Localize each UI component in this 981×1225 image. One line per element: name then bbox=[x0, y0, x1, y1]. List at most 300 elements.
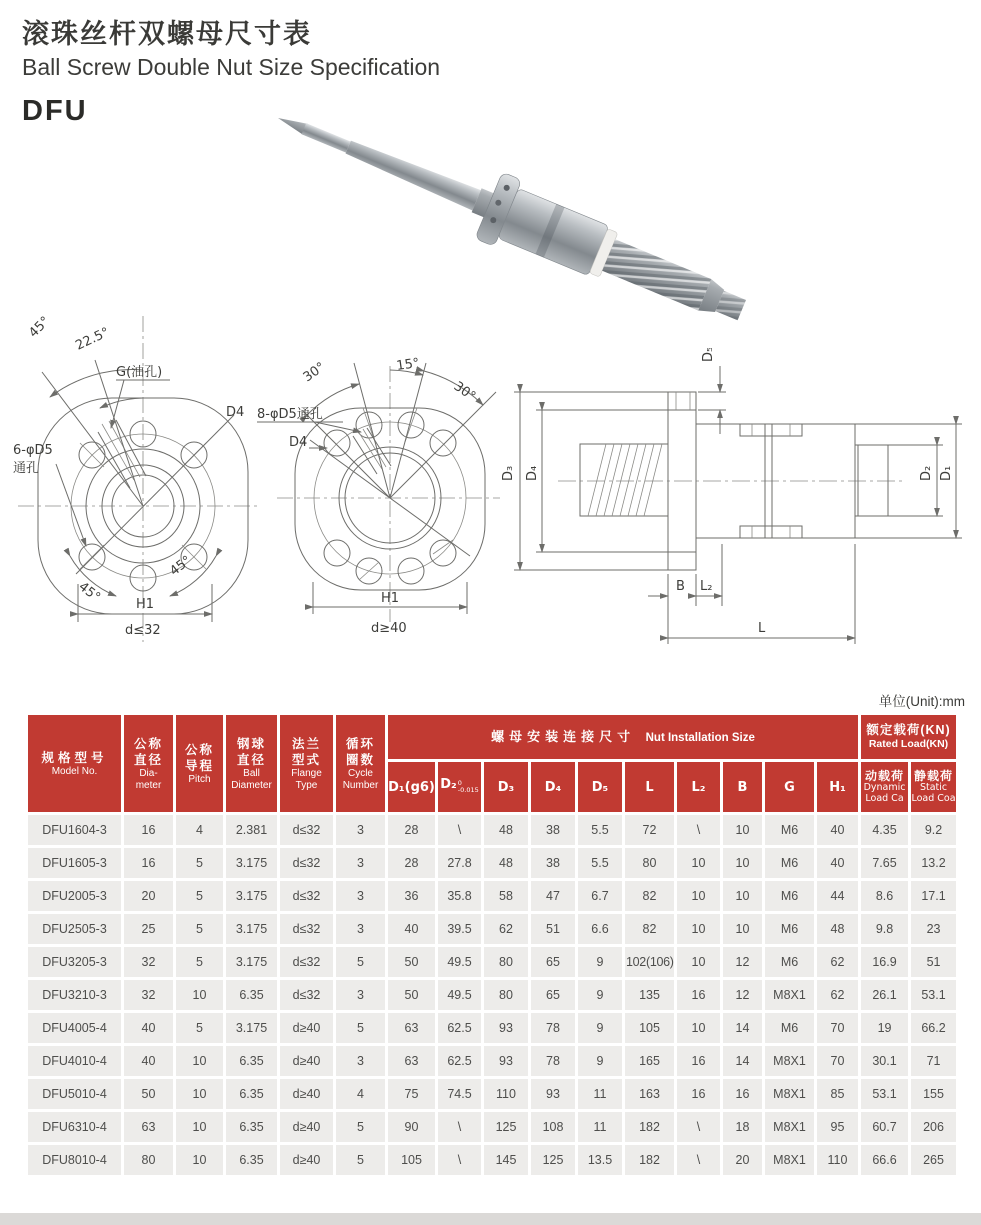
col-header-b: B bbox=[722, 761, 764, 814]
dynamic-label-en2: Load Ca bbox=[865, 793, 904, 805]
cell: 58 bbox=[483, 880, 530, 913]
cell: 2.381 bbox=[225, 814, 279, 847]
col-header-d2 bbox=[437, 761, 483, 814]
table-row bbox=[27, 1012, 958, 1045]
cell: 93 bbox=[530, 1078, 577, 1111]
cell: 6.35 bbox=[225, 1144, 279, 1177]
cell: d≥40 bbox=[279, 1078, 335, 1111]
cell: 30.1 bbox=[860, 1045, 910, 1078]
cell: 206 bbox=[910, 1111, 958, 1144]
cell: 40 bbox=[123, 1012, 175, 1045]
cell: 65 bbox=[530, 979, 577, 1012]
cell: DFU3210-3 bbox=[27, 979, 123, 1012]
cell: 78 bbox=[530, 1045, 577, 1078]
cell: 23 bbox=[910, 913, 958, 946]
col-header-dynamic-load bbox=[860, 761, 910, 814]
col-header-g: G bbox=[764, 761, 816, 814]
cell: 60.7 bbox=[860, 1111, 910, 1144]
cell: 27.8 bbox=[437, 847, 483, 880]
cell: d≥40 bbox=[279, 1045, 335, 1078]
cell: 6.35 bbox=[225, 1078, 279, 1111]
side-view-svg bbox=[500, 348, 970, 663]
cell: 95 bbox=[816, 1111, 860, 1144]
cell: 66.2 bbox=[910, 1012, 958, 1045]
cell: M6 bbox=[764, 814, 816, 847]
table-row bbox=[27, 1078, 958, 1111]
cell: 40 bbox=[387, 913, 437, 946]
col-header-h1: H₁ bbox=[816, 761, 860, 814]
cell: 38 bbox=[530, 814, 577, 847]
screw-shaft-section bbox=[580, 444, 668, 516]
cell: 9.2 bbox=[910, 814, 958, 847]
cell: 78 bbox=[530, 1012, 577, 1045]
header-row-1 bbox=[27, 714, 958, 761]
series-name: DFU bbox=[22, 95, 88, 127]
cell: 28 bbox=[387, 814, 437, 847]
cell: 10 bbox=[175, 1144, 225, 1177]
angle-line-m15 bbox=[354, 363, 390, 498]
cell: 5 bbox=[175, 880, 225, 913]
cell: \ bbox=[676, 814, 722, 847]
cell: d≤32 bbox=[279, 847, 335, 880]
cell: M8X1 bbox=[764, 1045, 816, 1078]
cell: 47 bbox=[530, 880, 577, 913]
cell: 51 bbox=[910, 946, 958, 979]
cell: 66.6 bbox=[860, 1144, 910, 1177]
cell: 35.8 bbox=[437, 880, 483, 913]
cell: 3.175 bbox=[225, 913, 279, 946]
table-row bbox=[27, 1111, 958, 1144]
d4-label: D4 bbox=[226, 405, 245, 420]
cell: 6.7 bbox=[577, 880, 624, 913]
cell: 3 bbox=[335, 979, 387, 1012]
cell: 74.5 bbox=[437, 1078, 483, 1111]
cell: 5 bbox=[175, 847, 225, 880]
cell: d≤32 bbox=[279, 946, 335, 979]
diameter-label-en1: Dia- bbox=[139, 768, 158, 780]
cell: M6 bbox=[764, 946, 816, 979]
cell: 16 bbox=[722, 1078, 764, 1111]
cycle-label-zh2: 圈数 bbox=[345, 753, 375, 767]
cell: 10 bbox=[676, 946, 722, 979]
cell: 8.6 bbox=[860, 880, 910, 913]
plain-shaft bbox=[344, 137, 481, 211]
cell: \ bbox=[437, 1144, 483, 1177]
cell: 10 bbox=[676, 880, 722, 913]
table-row bbox=[27, 847, 958, 880]
static-label-en1: Static bbox=[919, 782, 948, 794]
load-group-label-zh: 额定载荷(KN) bbox=[866, 723, 951, 738]
cell: 182 bbox=[624, 1144, 676, 1177]
b-label: B bbox=[676, 579, 685, 594]
l2-label: L₂ bbox=[700, 579, 713, 594]
cell: 26.1 bbox=[860, 979, 910, 1012]
cell: 5.5 bbox=[577, 814, 624, 847]
cell: DFU2505-3 bbox=[27, 913, 123, 946]
cell: \ bbox=[676, 1144, 722, 1177]
cell: 4.35 bbox=[860, 814, 910, 847]
cell: 4 bbox=[175, 814, 225, 847]
cell: 11 bbox=[577, 1111, 624, 1144]
page-title-en: Ball Screw Double Nut Size Specification bbox=[22, 54, 441, 80]
cell: DFU4010-4 bbox=[27, 1045, 123, 1078]
table-row bbox=[27, 1144, 958, 1177]
cell: 63 bbox=[387, 1012, 437, 1045]
angle-line-p15 bbox=[390, 363, 426, 498]
cell: 80 bbox=[123, 1144, 175, 1177]
d2-tolerance bbox=[458, 780, 479, 794]
cell: DFU5010-4 bbox=[27, 1078, 123, 1111]
unit-note: 单位(Unit):mm bbox=[878, 694, 965, 709]
cell: 44 bbox=[816, 880, 860, 913]
cell: 4 bbox=[335, 1078, 387, 1111]
l-label: L bbox=[758, 621, 766, 636]
static-label-zh: 静载荷 bbox=[914, 768, 954, 783]
ball-label-zh1: 钢球 bbox=[236, 736, 266, 751]
cell: 80 bbox=[624, 847, 676, 880]
cell: 145 bbox=[483, 1144, 530, 1177]
col-header-pitch bbox=[175, 714, 225, 814]
table-row bbox=[27, 814, 958, 847]
ball-screw-assembly bbox=[264, 98, 748, 330]
cell: 50 bbox=[387, 946, 437, 979]
cell: 10 bbox=[175, 1111, 225, 1144]
cell: d≤32 bbox=[279, 880, 335, 913]
cell: d≤32 bbox=[279, 979, 335, 1012]
cell: DFU8010-4 bbox=[27, 1144, 123, 1177]
cell: d≥40 bbox=[279, 1144, 335, 1177]
cell: 10 bbox=[722, 847, 764, 880]
ball-label-en1: Ball bbox=[243, 768, 260, 780]
cell: 75 bbox=[387, 1078, 437, 1111]
model-label-zh: 规格型号 bbox=[41, 750, 108, 765]
cell: 48 bbox=[816, 913, 860, 946]
cell: 16 bbox=[676, 1078, 722, 1111]
cell: 14 bbox=[722, 1045, 764, 1078]
flange-drawing-8hole bbox=[255, 352, 500, 647]
cell: 182 bbox=[624, 1111, 676, 1144]
cell: 70 bbox=[816, 1012, 860, 1045]
cell: 3 bbox=[335, 814, 387, 847]
spigot-section bbox=[855, 445, 888, 516]
ball-screw-photo bbox=[248, 98, 748, 335]
cell: 65 bbox=[530, 946, 577, 979]
table-row bbox=[27, 979, 958, 1012]
cell: 93 bbox=[483, 1045, 530, 1078]
cell: d≤32 bbox=[279, 814, 335, 847]
diameter-label-zh1: 公称 bbox=[133, 736, 163, 751]
cell: 28 bbox=[387, 847, 437, 880]
oil-hole-label: G(油孔) bbox=[116, 365, 163, 380]
cell: 155 bbox=[910, 1078, 958, 1111]
angle-label-15: 15° bbox=[395, 355, 421, 374]
angle-label-45-top: 45° bbox=[26, 313, 54, 341]
d2-label: D₂ bbox=[440, 776, 457, 792]
ball-label-zh2: 直径 bbox=[236, 753, 266, 767]
dynamic-label-zh: 动载荷 bbox=[865, 768, 905, 783]
d2-label: D₂ bbox=[919, 465, 934, 481]
cell: \ bbox=[437, 1111, 483, 1144]
cell: 49.5 bbox=[437, 979, 483, 1012]
nut-group-label-zh: 螺母安装连接尺寸 bbox=[491, 729, 636, 744]
cell: DFU2005-3 bbox=[27, 880, 123, 913]
page-footer-strip bbox=[0, 1213, 981, 1225]
cell: DFU3205-3 bbox=[27, 946, 123, 979]
cell: 163 bbox=[624, 1078, 676, 1111]
cell: 9 bbox=[577, 979, 624, 1012]
cell: 5 bbox=[175, 1012, 225, 1045]
cycle-label-en2: Number bbox=[342, 779, 379, 791]
cell: 5 bbox=[335, 1144, 387, 1177]
d5-dimension bbox=[698, 348, 726, 434]
col-header-l2: L₂ bbox=[676, 761, 722, 814]
cell: 9.8 bbox=[860, 913, 910, 946]
cell: 10 bbox=[175, 979, 225, 1012]
cell: 40 bbox=[816, 814, 860, 847]
cell: 53.1 bbox=[910, 979, 958, 1012]
cell: 13.5 bbox=[577, 1144, 624, 1177]
cell: 13.2 bbox=[910, 847, 958, 880]
col-header-d3: D₃ bbox=[483, 761, 530, 814]
cell: 6.35 bbox=[225, 1111, 279, 1144]
cell: DFU6310-4 bbox=[27, 1111, 123, 1144]
cell: 16 bbox=[676, 1045, 722, 1078]
cell: 36 bbox=[387, 880, 437, 913]
angle-arc-22-5 bbox=[100, 398, 143, 408]
col-header-l: L bbox=[624, 761, 676, 814]
diameter-label-zh2: 直径 bbox=[133, 753, 163, 767]
cell: 20 bbox=[123, 880, 175, 913]
col-header-d4: D₄ bbox=[530, 761, 577, 814]
cell: \ bbox=[676, 1111, 722, 1144]
cell: 9 bbox=[577, 1012, 624, 1045]
cell: 10 bbox=[722, 880, 764, 913]
table-row bbox=[27, 1045, 958, 1078]
angle-line-45 bbox=[42, 372, 143, 506]
h1-label: H1 bbox=[381, 591, 400, 606]
ball-screw-photo-svg bbox=[248, 98, 748, 330]
cycle-label-zh1: 循环 bbox=[345, 736, 375, 751]
cell: 70 bbox=[816, 1045, 860, 1078]
cell: 50 bbox=[387, 979, 437, 1012]
col-header-diameter bbox=[123, 714, 175, 814]
angle-label-30-left: 30° bbox=[300, 359, 329, 386]
cell: M6 bbox=[764, 1012, 816, 1045]
cell: 20 bbox=[722, 1144, 764, 1177]
angle-line-22-5 bbox=[95, 360, 143, 506]
cell: 49.5 bbox=[437, 946, 483, 979]
col-header-model bbox=[27, 714, 123, 814]
cell: 3 bbox=[335, 1045, 387, 1078]
cell: 3.175 bbox=[225, 1012, 279, 1045]
cell: M6 bbox=[764, 913, 816, 946]
angle-label-45-bl: 45° bbox=[75, 579, 103, 606]
cell: 80 bbox=[483, 946, 530, 979]
cell: 12 bbox=[722, 979, 764, 1012]
flange6-condition: d≤32 bbox=[125, 623, 161, 638]
cell: 10 bbox=[676, 1012, 722, 1045]
flange-label-zh1: 法兰 bbox=[291, 736, 321, 751]
cell: d≤32 bbox=[279, 913, 335, 946]
cell: 25 bbox=[123, 913, 175, 946]
cell: 3 bbox=[335, 913, 387, 946]
cell: 3 bbox=[335, 880, 387, 913]
cell: 105 bbox=[387, 1144, 437, 1177]
group-header-rated-load bbox=[860, 714, 958, 761]
cell: 62.5 bbox=[437, 1045, 483, 1078]
nut-side-view-drawing bbox=[500, 348, 970, 668]
cell: 3.175 bbox=[225, 880, 279, 913]
angle-label-30-right: 30° bbox=[450, 378, 479, 405]
cell: 165 bbox=[624, 1045, 676, 1078]
cell: 5 bbox=[335, 946, 387, 979]
diameter-label-en2: meter bbox=[135, 779, 162, 791]
cell: M8X1 bbox=[764, 979, 816, 1012]
cell: 40 bbox=[816, 847, 860, 880]
cell: 10 bbox=[175, 1078, 225, 1111]
cell: 18 bbox=[722, 1111, 764, 1144]
cell: 105 bbox=[624, 1012, 676, 1045]
cell: 110 bbox=[483, 1078, 530, 1111]
cell: DFU4005-4 bbox=[27, 1012, 123, 1045]
cell: 32 bbox=[123, 979, 175, 1012]
table-row bbox=[27, 880, 958, 913]
cell: 110 bbox=[816, 1144, 860, 1177]
flange-label-en1: Flange bbox=[291, 768, 322, 780]
end-journal bbox=[302, 123, 351, 152]
h1-label: H1 bbox=[136, 597, 155, 612]
cell: 135 bbox=[624, 979, 676, 1012]
cell: 71 bbox=[910, 1045, 958, 1078]
ball-label-en2: Diameter bbox=[231, 779, 272, 791]
cell: 12 bbox=[722, 946, 764, 979]
cell: 72 bbox=[624, 814, 676, 847]
cell: 5.5 bbox=[577, 847, 624, 880]
pitch-label-en: Pitch bbox=[188, 774, 211, 785]
cell: 9 bbox=[577, 1045, 624, 1078]
cell: 16 bbox=[676, 979, 722, 1012]
col-header-ball-diameter bbox=[225, 714, 279, 814]
d4-label: D4 bbox=[289, 435, 308, 450]
cell: 62 bbox=[816, 979, 860, 1012]
pitch-label-zh2: 导程 bbox=[184, 758, 214, 773]
cell: 48 bbox=[483, 814, 530, 847]
col-header-d5: D₅ bbox=[577, 761, 624, 814]
cell: 82 bbox=[624, 880, 676, 913]
cell: DFU1605-3 bbox=[27, 847, 123, 880]
cell: 5 bbox=[175, 913, 225, 946]
cell: 17.1 bbox=[910, 880, 958, 913]
spec-table bbox=[25, 712, 959, 1178]
holes-label-line2: 通孔 bbox=[13, 461, 40, 476]
cell: 10 bbox=[722, 913, 764, 946]
cell: 85 bbox=[816, 1078, 860, 1111]
b-l2-dimensions bbox=[648, 544, 722, 644]
oil-hole-leader bbox=[111, 380, 124, 428]
cell: 6.35 bbox=[225, 979, 279, 1012]
cell: 16.9 bbox=[860, 946, 910, 979]
cell: 10 bbox=[722, 814, 764, 847]
flange8-condition: d≥40 bbox=[371, 621, 407, 636]
cell: 9 bbox=[577, 946, 624, 979]
col-header-cycle-number bbox=[335, 714, 387, 814]
cell: 19 bbox=[860, 1012, 910, 1045]
cell: M8X1 bbox=[764, 1144, 816, 1177]
page-title-zh: 滚珠丝杆双螺母尺寸表 bbox=[22, 19, 312, 49]
col-header-d1: D₁(g6) bbox=[387, 761, 437, 814]
group-header-nut-installation bbox=[387, 714, 860, 761]
cell: 125 bbox=[483, 1111, 530, 1144]
d2-tolerance-lower: -0.015 bbox=[457, 786, 479, 794]
cell: M6 bbox=[764, 880, 816, 913]
cell: 82 bbox=[624, 913, 676, 946]
cell: 265 bbox=[910, 1144, 958, 1177]
cell: 7.65 bbox=[860, 847, 910, 880]
cell: \ bbox=[437, 814, 483, 847]
flange8-svg bbox=[255, 352, 500, 642]
flange-label-en2: Type bbox=[295, 779, 318, 791]
cell: 51 bbox=[530, 913, 577, 946]
cell: 3.175 bbox=[225, 847, 279, 880]
pitch-label-zh1: 公称 bbox=[184, 742, 214, 757]
cell: 16 bbox=[123, 847, 175, 880]
cell: 5 bbox=[175, 946, 225, 979]
table-row bbox=[27, 946, 958, 979]
holes-label: 8-φD5通孔 bbox=[257, 407, 323, 422]
cell: 16 bbox=[123, 814, 175, 847]
cell: 53.1 bbox=[860, 1078, 910, 1111]
holes-label-line1: 6-φD5 bbox=[13, 443, 53, 458]
flange6-svg bbox=[12, 312, 262, 642]
flange-drawing-6hole bbox=[12, 312, 262, 647]
d5-label: D₅ bbox=[701, 348, 716, 362]
cycle-label-en1: Cycle bbox=[347, 768, 373, 780]
table-row bbox=[27, 913, 958, 946]
cell: 14 bbox=[722, 1012, 764, 1045]
col-header-flange-type bbox=[279, 714, 335, 814]
angle-label-22-5: 22.5° bbox=[73, 325, 112, 354]
thread-texture bbox=[602, 239, 711, 310]
cell: 63 bbox=[123, 1111, 175, 1144]
cell: 32 bbox=[123, 946, 175, 979]
cell: 40 bbox=[123, 1045, 175, 1078]
cell: 3 bbox=[335, 847, 387, 880]
spec-table-body bbox=[27, 814, 958, 1177]
cell: 38 bbox=[530, 847, 577, 880]
cell: 125 bbox=[530, 1144, 577, 1177]
cell: 62 bbox=[483, 913, 530, 946]
cell: 10 bbox=[175, 1045, 225, 1078]
cell: 3.175 bbox=[225, 946, 279, 979]
cell: 50 bbox=[123, 1078, 175, 1111]
d2-dimension bbox=[888, 445, 943, 516]
cell: M8X1 bbox=[764, 1111, 816, 1144]
cell: 10 bbox=[676, 847, 722, 880]
cell: 6.6 bbox=[577, 913, 624, 946]
d1-label: D₁ bbox=[939, 465, 954, 481]
cell: 80 bbox=[483, 979, 530, 1012]
cell: 48 bbox=[483, 847, 530, 880]
cell: M8X1 bbox=[764, 1078, 816, 1111]
cell: 5 bbox=[335, 1111, 387, 1144]
static-label-en2: Load Coa bbox=[911, 793, 956, 805]
cell: 10 bbox=[676, 913, 722, 946]
cell: 11 bbox=[577, 1078, 624, 1111]
d2-tolerance-upper: 0 bbox=[457, 778, 462, 787]
cell: 5 bbox=[335, 1012, 387, 1045]
model-label-en: Model No. bbox=[51, 765, 98, 777]
angle-label-45-br: 45° bbox=[167, 553, 195, 580]
